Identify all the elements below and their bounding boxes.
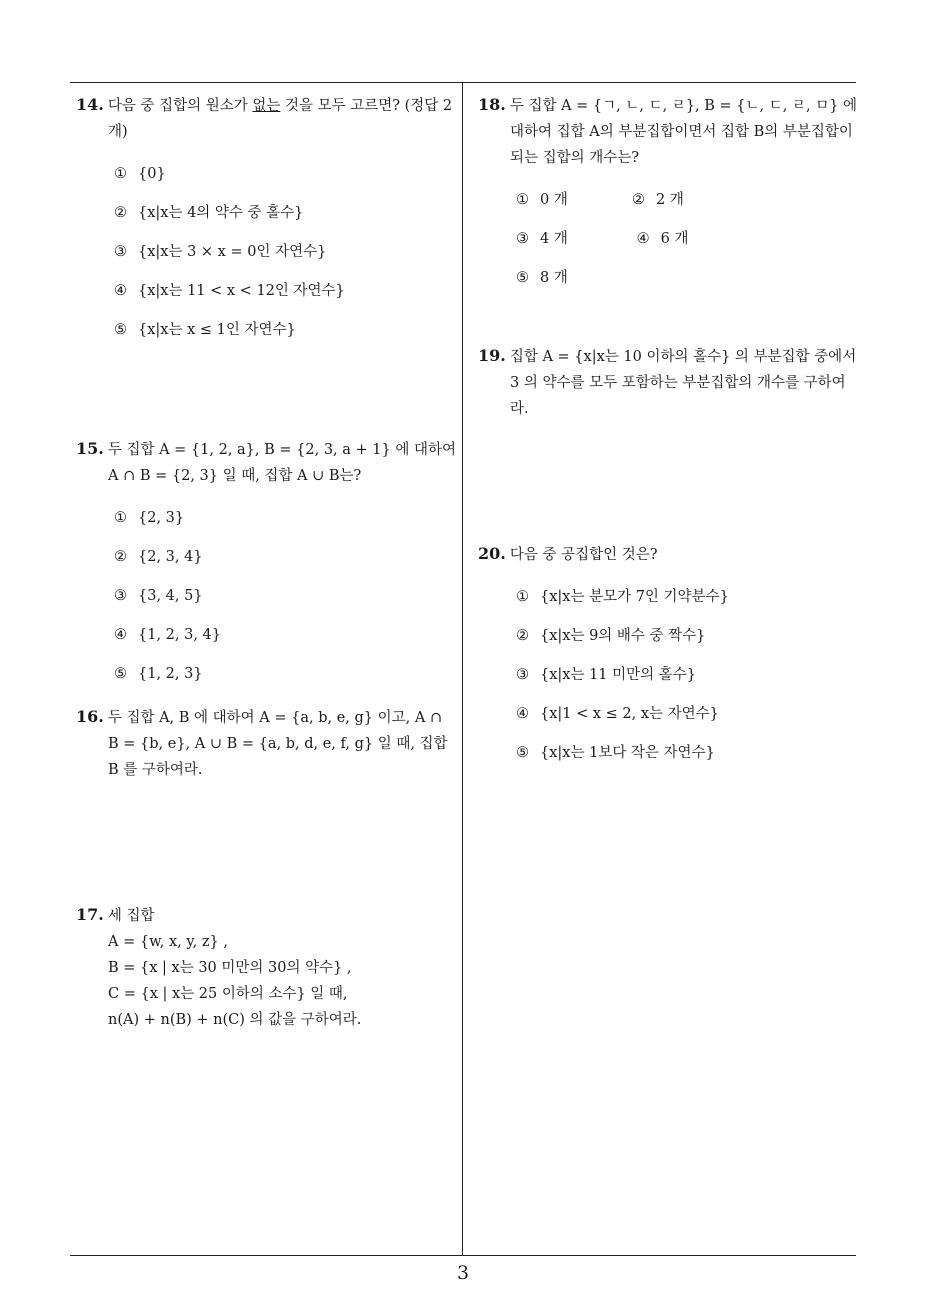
question-18: [478, 92, 858, 304]
choice-list: [76, 505, 456, 700]
choice-text: {x|x는 11 미만의 홀수}: [540, 667, 697, 683]
choice-1[interactable]: [114, 161, 456, 200]
question-number: 18.: [478, 95, 506, 114]
choice-text: {2, 3}: [138, 510, 185, 526]
choice-2[interactable]: [516, 623, 858, 662]
bottom-rule: [70, 1255, 856, 1256]
question-16-stem: [76, 704, 456, 783]
question-18-stem: [478, 92, 858, 171]
question-19: [478, 343, 858, 422]
choice-text: {x|x는 x ≤ 1인 자연수}: [138, 322, 296, 338]
choice-mark: ④: [516, 706, 529, 722]
question-14-stem: [76, 92, 456, 145]
choice-text: 8 개: [540, 270, 568, 286]
choice-mark: ⑤: [114, 322, 127, 338]
choice-mark: ④: [636, 231, 650, 247]
choice-mark: ①: [516, 589, 529, 605]
choice-2[interactable]: [632, 187, 748, 226]
question-number: 16.: [76, 707, 104, 726]
choice-text: {x|x는 분모가 7인 기약분수}: [540, 589, 729, 605]
choice-text: 6 개: [660, 231, 689, 247]
choice-text: {x|x는 4의 약수 중 홀수}: [138, 205, 304, 221]
choice-mark: ⑤: [516, 745, 529, 761]
choice-3[interactable]: [516, 662, 858, 701]
choice-text: {x|x는 3 × x = 0인 자연수}: [138, 244, 327, 260]
question-20: [478, 541, 858, 779]
stem-text: 세 집합: [107, 908, 155, 924]
choice-mark: ④: [114, 627, 127, 643]
set-definition-line: A = {w, x, y, z} ,: [108, 934, 228, 950]
choice-mark: ①: [114, 510, 127, 526]
set-definition-line: C = {x | x는 25 이하의 소수} 일 때,: [108, 986, 348, 1002]
question-prompt-line: n(A) + n(B) + n(C) 의 값을 구하여라.: [108, 1012, 362, 1028]
choice-mark: ③: [114, 588, 127, 604]
choice-4[interactable]: [114, 622, 288, 661]
choice-5[interactable]: [516, 265, 632, 304]
choice-mark: ②: [114, 549, 127, 565]
set-definition-line: B = {x | x는 30 미만의 30의 약수} ,: [108, 960, 352, 976]
choice-text: {1, 2, 3, 4}: [138, 627, 222, 643]
choice-4[interactable]: [114, 278, 456, 317]
stem-text: 것을 모두 고르면? (정답 2개): [108, 98, 453, 140]
choice-text: {0}: [138, 166, 166, 182]
choice-mark: ①: [516, 192, 529, 208]
choice-mark: ①: [114, 166, 127, 182]
stem-text: 두 집합 A = {ㄱ, ㄴ, ㄷ, ㄹ}, B = {ㄴ, ㄷ, ㄹ, ㅁ} 에 대하여 집합 A의 부분집합이면서 집합 B의 부분집합이 되는 집합의 개수는?: [509, 98, 858, 166]
choice-mark: ③: [516, 667, 529, 683]
choice-5[interactable]: [516, 740, 858, 779]
choice-mark: ⑤: [516, 270, 529, 286]
top-rule: [70, 82, 856, 83]
stem-text: 다음 중 집합의 원소가: [107, 98, 253, 114]
choice-3[interactable]: [516, 226, 632, 265]
question-number: 17.: [76, 905, 104, 924]
choice-mark: ②: [516, 628, 529, 644]
question-17: [76, 902, 456, 1033]
question-number: 15.: [76, 439, 104, 458]
stem-text: 집합 A = {x|x는 10 이하의 홀수} 의 부분집합 중에서 3 의 약수를 모두 포함하는 부분집합의 개수를 구하여라.: [509, 349, 857, 417]
choice-mark: ⑤: [114, 666, 127, 682]
choice-1[interactable]: [516, 187, 632, 226]
choice-2[interactable]: [114, 544, 288, 583]
stem-text: 두 집합 A = {1, 2, a}, B = {2, 3, a + 1} 에 대하여 A ∩ B = {2, 3} 일 때, 집합 A ∪ B는?: [107, 442, 456, 484]
choice-2[interactable]: [114, 200, 456, 239]
question-15-stem: [76, 436, 456, 489]
choice-4[interactable]: [516, 701, 858, 740]
choice-text: {x|x는 9의 배수 중 짝수}: [540, 628, 706, 644]
choice-mark: ③: [516, 231, 529, 247]
choice-mark: ④: [114, 283, 127, 299]
choice-text: {x|x는 1보다 작은 자연수}: [540, 745, 715, 761]
question-16: [76, 704, 456, 783]
choice-5[interactable]: [114, 317, 456, 356]
choice-text: {x|x는 11 < x < 12인 자연수}: [138, 283, 345, 299]
choice-text: 4 개: [540, 231, 568, 247]
choice-3[interactable]: [114, 583, 288, 622]
stem-text: 다음 중 공집합인 것은?: [509, 547, 658, 563]
choice-4[interactable]: [637, 226, 753, 265]
choice-mark: ③: [114, 244, 127, 260]
question-17-stem: [76, 902, 456, 929]
choice-1[interactable]: [516, 584, 858, 623]
choice-text: 0 개: [540, 192, 568, 208]
choice-5[interactable]: [114, 661, 288, 700]
question-14: [76, 92, 456, 356]
question-20-stem: [478, 541, 858, 568]
choice-list: [76, 161, 456, 356]
choice-1[interactable]: [114, 505, 288, 544]
question-19-stem: [478, 343, 858, 422]
stem-text: 두 집합 A, B 에 대하여 A = {a, b, e, g} 이고, A ∩ B = {b, e}, A ∪ B = {a, b, d, e, f, g} 일 때, 집합 B 를 구하여라.: [107, 710, 448, 778]
question-number: 19.: [478, 346, 506, 365]
choice-mark: ②: [632, 192, 645, 208]
stem-underlined-word: 없는: [252, 98, 281, 114]
choice-text: 2 개: [656, 192, 684, 208]
column-divider: [462, 82, 463, 1255]
choice-3[interactable]: [114, 239, 456, 278]
choice-text: {x|1 < x ≤ 2, x는 자연수}: [540, 706, 719, 722]
choice-text: {3, 4, 5}: [138, 588, 203, 604]
question-15: [76, 436, 456, 700]
choice-mark: ②: [114, 205, 127, 221]
choice-text: {1, 2, 3}: [138, 666, 203, 682]
question-number: 14.: [76, 95, 104, 114]
page-number: 3: [456, 1262, 470, 1284]
choice-text: {2, 3, 4}: [138, 549, 203, 565]
choice-list: [478, 187, 858, 304]
question-number: 20.: [478, 544, 506, 563]
choice-list: [478, 584, 858, 779]
